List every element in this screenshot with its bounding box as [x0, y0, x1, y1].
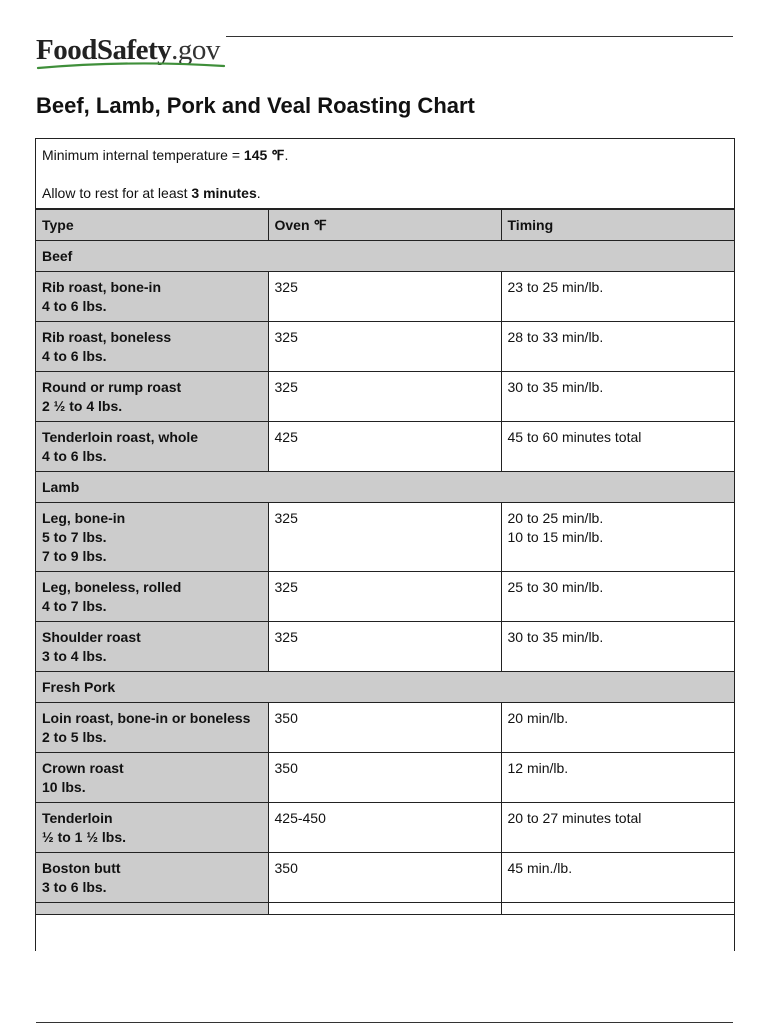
rest-time-note: Allow to rest for at least 3 minutes. [42, 185, 261, 201]
chart-intro [36, 139, 734, 209]
cell-line: Round or rump roast [42, 379, 182, 395]
cell-oven-temp: 350 [268, 703, 501, 753]
cell-line: 30 to 35 min/lb. [507, 629, 604, 645]
cell-type [36, 753, 268, 803]
cell-line: 28 to 33 min/lb. [507, 329, 604, 345]
cell-line: 2 to 5 lbs. [42, 729, 107, 745]
cell-timing [501, 322, 734, 372]
cell-timing [501, 372, 734, 422]
cell-type [36, 503, 268, 572]
cell-line: 10 lbs. [42, 779, 86, 795]
cell-line: Boston butt [42, 860, 121, 876]
group-label: Fresh Pork [36, 672, 734, 703]
cell-line: 45 to 60 minutes total [507, 429, 642, 445]
table-row [36, 322, 734, 372]
cell-line: Loin roast, bone-in or boneless [42, 710, 251, 726]
cell-oven-temp: 325 [268, 272, 501, 322]
cell-line: 7 to 9 lbs. [42, 548, 107, 564]
table-row [36, 572, 734, 622]
table-row [36, 372, 734, 422]
footer-rule [36, 1022, 733, 1023]
cell-type [36, 803, 268, 853]
cell-oven-temp: 325 [268, 322, 501, 372]
table-header-row [36, 210, 734, 241]
cell-line: 4 to 6 lbs. [42, 348, 107, 364]
table-row [36, 422, 734, 472]
cell-line: Rib roast, boneless [42, 329, 172, 345]
cell-type [36, 422, 268, 472]
cell-oven-temp: 325 [268, 572, 501, 622]
cell-oven-temp: 425-450 [268, 803, 501, 853]
cell-timing [501, 803, 734, 853]
cell-line: 23 to 25 min/lb. [507, 279, 604, 295]
header-rule [226, 36, 733, 37]
logo-swoosh-icon [36, 60, 226, 70]
cell-oven-temp: 325 [268, 622, 501, 672]
cell-line: 25 to 30 min/lb. [507, 579, 604, 595]
cell-timing [501, 572, 734, 622]
cell-line: Leg, bone-in [42, 510, 126, 526]
table-row [36, 753, 734, 803]
cell-line: 12 min/lb. [507, 760, 569, 776]
table-row [36, 272, 734, 322]
roasting-chart [35, 138, 735, 951]
cell-type [36, 853, 268, 903]
cell-timing [501, 703, 734, 753]
cell-oven-temp: 325 [268, 503, 501, 572]
group-label: Beef [36, 241, 734, 272]
logo-tld-text: .gov [171, 34, 220, 66]
cell-line: 4 to 6 lbs. [42, 448, 107, 464]
cell-timing [501, 622, 734, 672]
cell-line: 5 to 7 lbs. [42, 529, 107, 545]
table-row [36, 853, 734, 903]
cell-type [36, 903, 268, 915]
table-row [36, 503, 734, 572]
table-group-row [36, 472, 734, 503]
cell-line: 20 to 25 min/lb. [507, 510, 604, 526]
cell-line: 4 to 6 lbs. [42, 298, 107, 314]
cell-oven-temp: 350 [268, 853, 501, 903]
cell-type [36, 703, 268, 753]
table-row [36, 803, 734, 853]
cell-type [36, 622, 268, 672]
cell-line: 4 to 7 lbs. [42, 598, 107, 614]
cell-oven-temp: 350 [268, 753, 501, 803]
cell-line: 2 ½ to 4 lbs. [42, 398, 123, 414]
table-row [36, 703, 734, 753]
cell-timing [501, 272, 734, 322]
cell-type [36, 322, 268, 372]
cell-line: 20 min/lb. [507, 710, 569, 726]
cell-type [36, 272, 268, 322]
cell-line: 30 to 35 min/lb. [507, 379, 604, 395]
cell-timing [501, 422, 734, 472]
cell-line: 45 min./lb. [507, 860, 573, 876]
cell-line: 20 to 27 minutes total [507, 810, 642, 826]
page-title: Beef, Lamb, Pork and Veal Roasting Chart [36, 93, 475, 118]
table-row [36, 622, 734, 672]
min-temp-note: Minimum internal temperature = 145 ℉. [42, 147, 289, 163]
cell-timing [501, 903, 734, 915]
site-header [36, 34, 733, 74]
cell-line: Tenderloin [42, 810, 113, 826]
rest-time-value: 3 minutes [191, 185, 257, 201]
cell-timing [501, 503, 734, 572]
column-header-oven: Oven ℉ [268, 210, 501, 241]
cell-oven-temp: 325 [268, 372, 501, 422]
cell-line: 3 to 4 lbs. [42, 648, 107, 664]
table-row [36, 903, 734, 915]
cell-type [36, 372, 268, 422]
cell-line: Crown roast [42, 760, 124, 776]
cell-type [36, 572, 268, 622]
table-group-row [36, 672, 734, 703]
cell-line: Tenderloin roast, whole [42, 429, 199, 445]
cell-line: Rib roast, bone-in [42, 279, 161, 295]
cell-timing [501, 753, 734, 803]
roasting-table [36, 209, 734, 915]
cell-oven-temp [268, 903, 501, 915]
logo-brand-text: FoodSafety [36, 34, 172, 66]
group-label: Lamb [36, 472, 734, 503]
cell-line: Leg, boneless, rolled [42, 579, 182, 595]
cell-line: 10 to 15 min/lb. [507, 529, 604, 545]
cell-line: 3 to 6 lbs. [42, 879, 107, 895]
table-group-row [36, 241, 734, 272]
column-header-timing: Timing [501, 210, 734, 241]
column-header-type: Type [36, 210, 268, 241]
cell-oven-temp: 425 [268, 422, 501, 472]
min-temp-value: 145 ℉ [243, 147, 285, 163]
cell-timing [501, 853, 734, 903]
cell-line: ½ to 1 ½ lbs. [42, 829, 127, 845]
cell-line: Shoulder roast [42, 629, 141, 645]
